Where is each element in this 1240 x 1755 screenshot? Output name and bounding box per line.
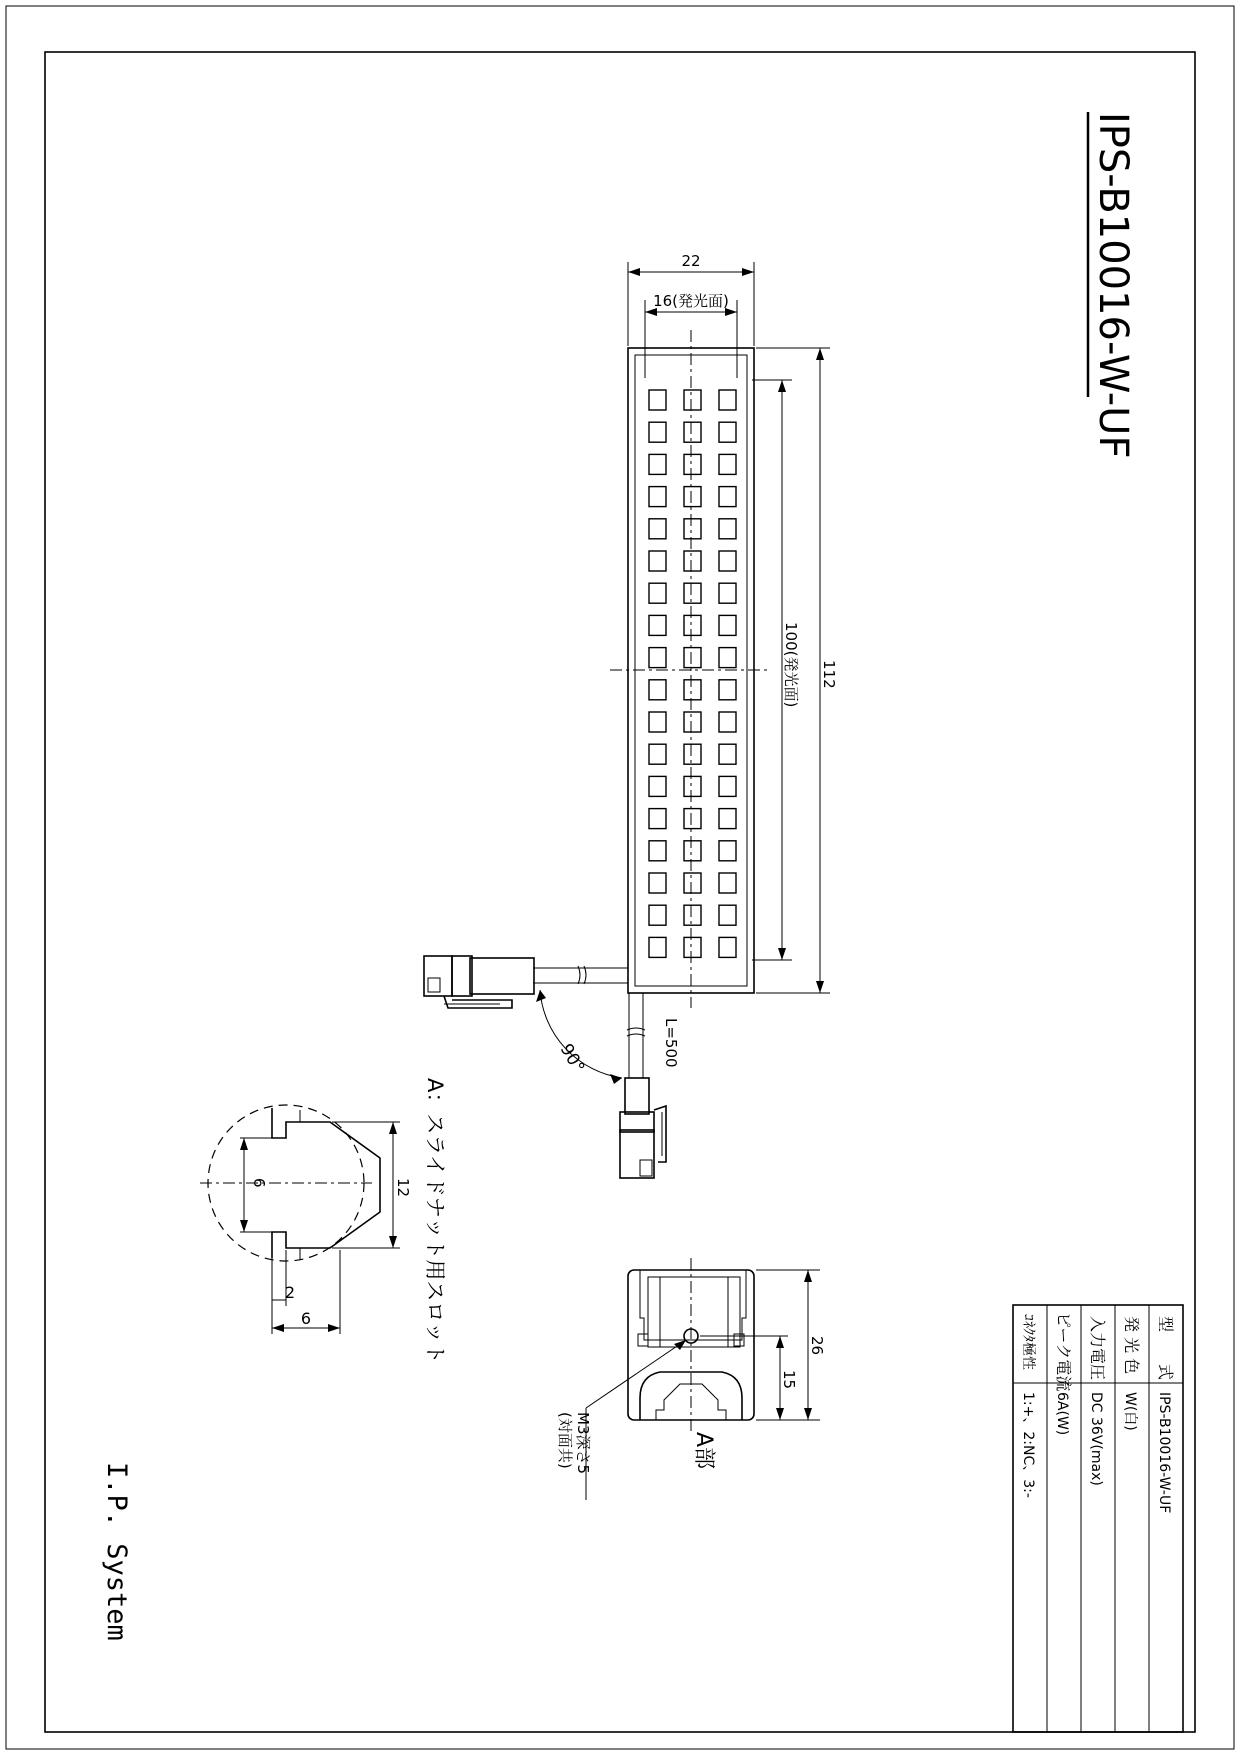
led-cell	[719, 809, 736, 829]
led-cell	[649, 390, 666, 410]
spec-value-polarity: 1:+、2:NC、3:-	[1020, 1392, 1036, 1498]
led-cell	[649, 648, 666, 668]
tap-note-2: (対面共)	[556, 1412, 574, 1469]
led-cell	[684, 744, 701, 764]
led-cell	[684, 454, 701, 474]
led-cell	[649, 519, 666, 539]
led-cell	[719, 648, 736, 668]
outer-border	[6, 6, 1234, 1749]
led-cell	[719, 776, 736, 796]
led-cell	[649, 680, 666, 700]
led-cell	[684, 583, 701, 603]
dim-length-emitting-label: 100(発光面)	[782, 622, 800, 708]
led-cell	[684, 841, 701, 861]
slot-width-label: 6	[300, 1309, 312, 1328]
led-cell	[684, 680, 701, 700]
led-cell	[649, 937, 666, 957]
tap-note-1: M3深さ5	[574, 1412, 592, 1475]
led-cell	[719, 487, 736, 507]
spec-value-voltage: DC 36V(max)	[1088, 1392, 1104, 1486]
led-cell	[719, 551, 736, 571]
dim-length-total-label: 112	[820, 660, 838, 689]
led-cell	[684, 937, 701, 957]
led-cell	[649, 776, 666, 796]
slot-lip-label: 2	[284, 1283, 296, 1302]
height-tap-label: 15	[780, 1370, 798, 1390]
led-cell	[649, 873, 666, 893]
slot-height-label: 12	[394, 1178, 412, 1198]
led-cell	[719, 454, 736, 474]
led-cell	[719, 422, 736, 442]
led-cell	[649, 712, 666, 732]
led-cell	[649, 551, 666, 571]
led-cell	[684, 712, 701, 732]
led-cell	[684, 873, 701, 893]
led-cell	[684, 487, 701, 507]
led-cell	[684, 551, 701, 571]
led-cell	[684, 422, 701, 442]
led-cell	[649, 487, 666, 507]
spec-label-current: ピーク電流	[1054, 1312, 1073, 1392]
section-label: A部	[691, 1432, 716, 1470]
slot-opening-label: 6	[250, 1178, 268, 1188]
led-bar-front-view	[610, 330, 770, 1008]
model-title: IPS-B10016-W-UF	[1090, 112, 1136, 459]
spec-value-color: W(白)	[1122, 1392, 1138, 1431]
slot-caption: A：スライドナット用スロット	[423, 1078, 447, 1364]
led-cell	[719, 615, 736, 635]
slot-detail	[200, 1105, 400, 1334]
led-cell	[719, 712, 736, 732]
led-cell	[649, 841, 666, 861]
cable-down	[620, 993, 666, 1178]
led-cell	[649, 905, 666, 925]
spec-value-model: IPS-B10016-W-UF	[1156, 1392, 1172, 1514]
led-cell	[649, 422, 666, 442]
spec-label-polarity: ｺﾈｸﾀ極性	[1020, 1314, 1036, 1370]
led-cell	[719, 905, 736, 925]
height-total-label: 26	[808, 1336, 826, 1356]
angle-label: 90°	[555, 1040, 589, 1077]
led-cell	[649, 615, 666, 635]
cable-left	[424, 956, 628, 1008]
company-name: I.P. System	[101, 1462, 132, 1641]
led-cell	[719, 519, 736, 539]
dim-width-total-label: 22	[681, 252, 701, 270]
led-cell	[719, 841, 736, 861]
led-cell	[684, 809, 701, 829]
led-cell	[649, 454, 666, 474]
led-grid	[649, 390, 736, 957]
spec-value-current: 6A(W)	[1054, 1392, 1070, 1436]
led-cell	[684, 905, 701, 925]
led-cell	[684, 519, 701, 539]
led-cell	[649, 744, 666, 764]
led-cell	[719, 390, 736, 410]
spec-label-color: 発 光 色	[1122, 1316, 1141, 1375]
led-cell	[719, 744, 736, 764]
led-cell	[649, 583, 666, 603]
led-cell	[649, 809, 666, 829]
spec-label-model: 型 式	[1156, 1316, 1175, 1381]
led-cell	[719, 680, 736, 700]
led-cell	[719, 937, 736, 957]
led-cell	[684, 648, 701, 668]
dim-width-emitting-label: 16(発光面)	[653, 292, 729, 310]
led-cell	[684, 390, 701, 410]
spec-label-voltage: 入力電圧	[1088, 1316, 1107, 1381]
led-cell	[684, 776, 701, 796]
led-cell	[684, 615, 701, 635]
led-cell	[719, 873, 736, 893]
led-cell	[719, 583, 736, 603]
cable-length-label: L=500	[662, 1018, 680, 1068]
